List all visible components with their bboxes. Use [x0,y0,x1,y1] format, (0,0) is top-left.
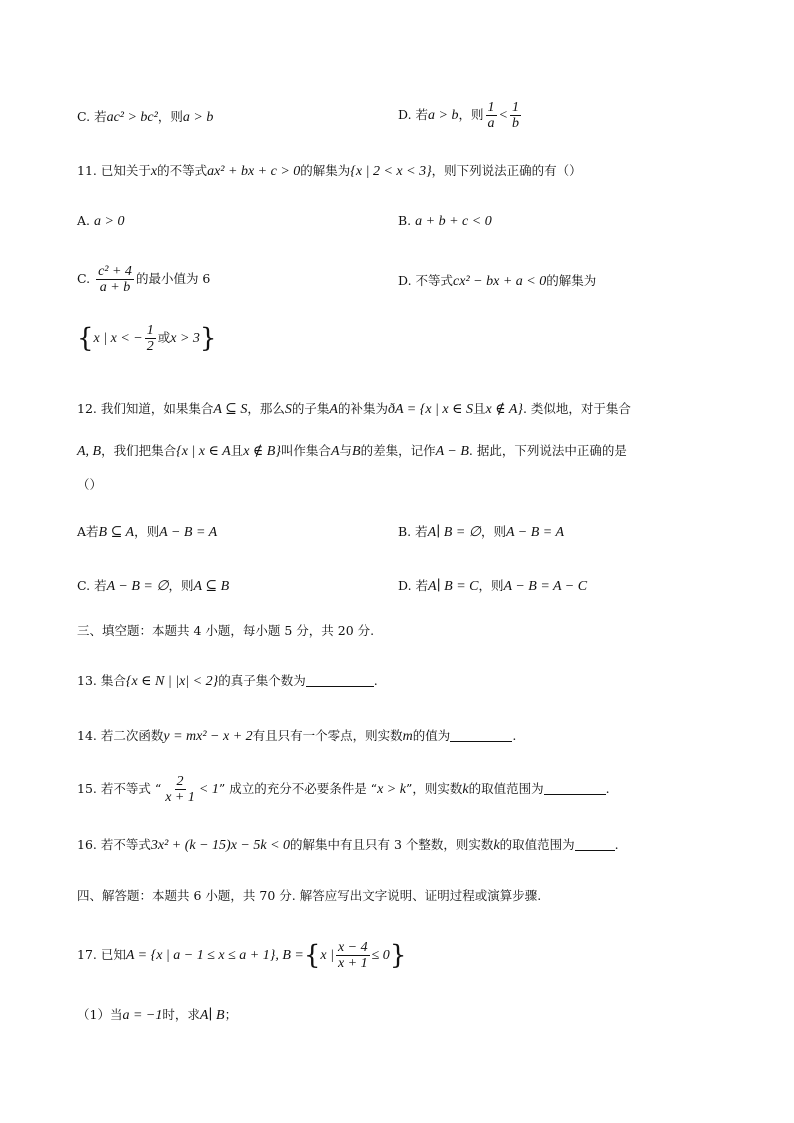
q12-line-2 [77,442,627,461]
text: 14. 若二次函数 [77,728,164,743]
text: . [373,673,378,688]
text: . [605,781,610,796]
numerator: 2 [176,774,184,789]
text: ，那么 [247,401,285,416]
text: ，则 [480,524,506,539]
text: . [614,837,619,852]
math: < 1 [198,782,219,797]
q11-option-d-answer [77,323,216,354]
math: S [284,402,292,417]
denominator: 2 [146,339,154,354]
math: A [329,402,338,417]
fraction [96,264,134,295]
math: A∣ B = C [428,579,479,594]
text: 的解集为 [300,163,351,178]
fraction [336,940,370,971]
fraction [486,100,497,131]
q12-option-b [398,523,564,542]
math: B [352,444,361,459]
text: 的真子集个数为 [218,673,306,688]
brace-close: } [199,323,217,354]
math: ðA = {x | x ∈ S [388,402,473,417]
text: 与 [339,443,353,458]
brace-open: { [77,323,94,354]
math: a > b [182,110,214,125]
text: ”，则实数 [405,781,463,796]
text: 的子集 [291,401,330,416]
text: 叫作集合 [280,443,331,458]
numerator: 1 [511,100,519,115]
text: 且 [472,401,486,416]
text: 的差集，记作 [360,443,436,458]
answer-blank[interactable] [306,672,374,687]
math: ax² + bx + c > 0 [207,164,301,179]
text: 且 [230,443,244,458]
denominator: b [511,116,519,131]
answer-blank[interactable] [544,780,606,795]
math: x > k [377,782,406,797]
text: 或 [157,330,171,345]
text: ，则 [157,109,183,124]
text: ，则 [458,107,484,122]
math: A − B = A − C [503,579,588,594]
math: A, B [77,444,102,459]
label: C. [77,271,91,286]
text: 有且只有一个零点，则实数 [252,728,403,743]
text: 15. 若不等式 “ [77,781,162,796]
section-3-heading: 三、填空题：本题共 4 小题，每小题 5 分，共 20 分. [77,623,375,638]
denominator: a + b [99,280,131,295]
text: ，我们把集合 [101,443,177,458]
answer-blank[interactable] [575,836,615,851]
fraction [510,100,521,131]
text: 12. 我们知道，如果集合 [77,401,214,416]
math: a > b [428,108,459,123]
label: D. 若 [398,578,429,593]
text: 时，求 [162,1007,200,1022]
math: x > 3 [170,331,200,346]
math: x ∉ A} [485,402,523,417]
math: x [150,164,158,179]
math: A − B = A [505,525,565,540]
denominator: x + 1 [337,956,368,971]
math: < [498,108,508,123]
q16 [77,836,619,855]
math: y = mx² − x + 2 [163,729,253,744]
text: ” 成立的充分不必要条件是 “ [218,781,378,796]
text: 的最小值为 6 [135,271,211,286]
q11-option-c [77,264,210,295]
math: A − B = A [159,525,218,540]
text: 11. 已知关于 [77,163,151,178]
math: {x | x ∈ A [176,444,231,459]
q11-option-d [398,272,596,291]
math: A = {x | a − 1 ≤ x ≤ a + 1}, B = [125,948,304,963]
text: ，则 [168,578,194,593]
text: . [512,728,517,743]
q17-sub-1 [77,1006,237,1025]
text: 17. 已知 [77,947,126,962]
q12-line-3 [77,476,102,494]
math: ≤ 0 [371,948,390,963]
answer-blank[interactable] [450,727,512,742]
brace-open: { [303,940,321,971]
math: {x ∈ N | |x| < 2} [125,674,219,689]
denominator: a [487,116,495,131]
math: 3x² + (k − 15)x − 5k < 0 [150,838,291,853]
q10-option-d [398,100,523,131]
label: C. 若 [77,578,107,593]
math: A∣ B = ∅ [427,525,481,540]
text: ，则 [134,524,160,539]
text: ，则下列说法正确的有（） [431,163,582,178]
label: D. 若 [398,107,429,122]
numerator: x − 4 [337,940,368,955]
brace-close: } [389,940,407,971]
text: . 类似地，对于集合 [522,401,631,416]
math: B ⊆ A [98,525,135,540]
q12-option-c [77,577,229,596]
q11-stem [77,162,582,181]
math: a > 0 [94,214,125,229]
text: ； [224,1007,238,1022]
label: B. [398,213,412,228]
text: . 据此，下列说法中正确的是 [468,443,627,458]
math: m [402,729,413,744]
math: A − B [435,444,469,459]
q11-option-a [77,212,124,231]
label: D. 不等式 [398,273,454,288]
math: A∣ B [199,1008,225,1023]
math: k [462,782,469,797]
fraction [163,774,197,805]
math: cx² − bx + a < 0 [453,274,547,289]
text: 的值为 [412,728,451,743]
fraction [145,323,156,354]
text: （） [77,477,103,492]
text: 的取值范围为 [499,837,575,852]
math: A − B = ∅ [106,579,169,594]
q10-option-c [77,108,213,127]
text: 16. 若不等式 [77,837,151,852]
q12-option-d [398,577,587,596]
text: 的取值范围为 [468,781,544,796]
denominator: x + 1 [165,790,195,805]
math: x | [320,948,334,963]
math: x ∉ B} [243,444,281,459]
q14 [77,727,516,746]
label: B. 若 [398,524,428,539]
section-4-heading: 四、解答题：本题共 6 小题，共 70 分. 解答应写出文字说明、证明过程或演算步骤. [77,888,542,903]
text: 13. 集合 [77,673,126,688]
math: a + b + c < 0 [415,214,492,229]
q17-stem [77,940,406,971]
q11-option-b [398,212,492,231]
text: 的解集中有且只有 3 个整数，则实数 [290,837,494,852]
text: ，则 [478,578,504,593]
math: A ⊆ B [193,579,230,594]
numerator: 1 [146,323,154,338]
math: x | x < − [93,331,143,346]
math: A ⊆ S [213,402,248,417]
math: ac² > bc² [106,110,158,125]
label: A. [77,213,91,228]
math: a = −1 [122,1008,163,1023]
math: A [330,444,340,459]
text: （1）当 [77,1007,123,1022]
text: 的不等式 [157,163,208,178]
q13 [77,672,378,691]
math: {x | 2 < x < 3} [350,164,432,179]
q15 [77,774,610,805]
label: C. 若 [77,109,107,124]
label: A若 [77,524,99,539]
numerator: c² + 4 [98,264,132,279]
q12-line-1 [77,400,631,419]
text: 的解集为 [546,273,597,288]
math: k [493,838,500,853]
text: 的补集为 [337,401,388,416]
q12-option-a [77,523,217,542]
numerator: 1 [487,100,495,115]
